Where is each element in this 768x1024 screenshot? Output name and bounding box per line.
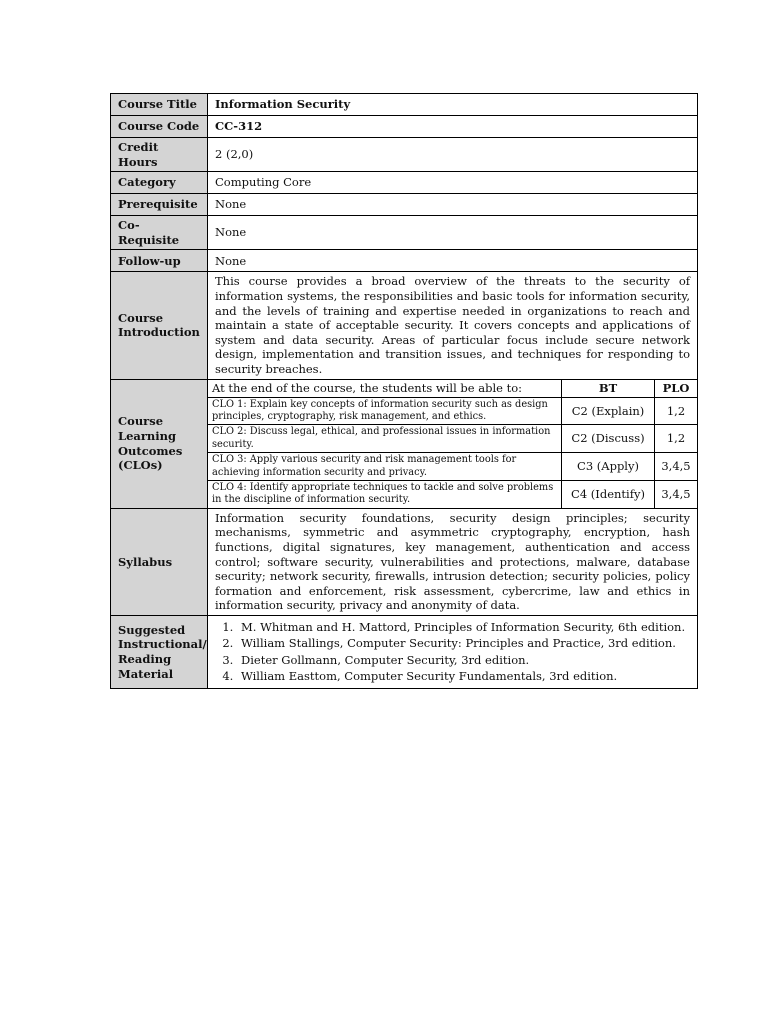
course-code-label: Course Code (111, 116, 208, 138)
reading-material-item: 2. William Stallings, Computer Security: Principles and Practice, 3rd edition. (237, 636, 690, 651)
clo-item-desc: CLO 1: Explain key concepts of information security such as design principles, cryptography, risk management, and ethics. (208, 397, 562, 425)
reading-material-item: 4. William Easttom, Computer Security Fundamentals, 3rd edition. (237, 669, 690, 684)
course-introduction-text: This course provides a broad overview of the threats to the security of information systems, the responsibilities and basic tools for information security, and the levels of training and expertise needed in organizations to reach and maintain a state of acceptable security. It covers concepts and applications of system and data security. Areas of particular focus include secure network design, implementation and transition issues, and techniques for responding to security breaches. (208, 272, 698, 379)
plo-header: PLO (655, 380, 698, 398)
syllabus-label: Syllabus (111, 508, 208, 615)
corequisite-label: Co-Requisite (111, 216, 208, 250)
clo-item-desc: CLO 2: Discuss legal, ethical, and professional issues in information security. (208, 425, 562, 453)
credit-hours-label: Credit Hours (111, 138, 208, 172)
corequisite-row (111, 216, 698, 250)
bt-header: BT (562, 380, 655, 398)
clo-item-desc: CLO 4: Identify appropriate techniques to tackle and solve problems in the discipline of information security. (208, 480, 562, 507)
clo-item-plo: 3,4,5 (655, 480, 698, 507)
clo-label: Course Learning Outcomes (CLOs) (111, 379, 208, 508)
category-label: Category (111, 172, 208, 194)
category-value: Computing Core (208, 172, 698, 194)
prerequisite-value: None (208, 194, 698, 216)
clo-header-text: At the end of the course, the students will be able to: (208, 380, 562, 398)
clo-table (208, 380, 697, 508)
clo-cell (208, 379, 698, 508)
reading-material-row (111, 615, 698, 688)
reading-material-item: 1. M. Whitman and H. Mattord, Principles of Information Security, 6th edition. (237, 620, 690, 635)
followup-row (111, 250, 698, 272)
followup-value: None (208, 250, 698, 272)
category-row (111, 172, 698, 194)
clo-item-desc: CLO 3: Apply various security and risk management tools for achieving information security and privacy. (208, 453, 562, 481)
reading-material-label: Suggested Instructional/ Reading Material (111, 615, 208, 688)
clo-item-bt: C3 (Apply) (562, 453, 655, 481)
clo-row (111, 379, 698, 508)
corequisite-value: None (208, 216, 698, 250)
followup-label: Follow-up (111, 250, 208, 272)
clo-item-plo: 1,2 (655, 397, 698, 425)
clo-item-row (208, 425, 697, 453)
course-code-value: CC-312 (208, 116, 698, 138)
syllabus-text: Information security foundations, security design principles; security mechanisms, symmetric and asymmetric cryptography, encryption, hash functions, digital signatures, key management, authentication and access control; software security, vulnerabilities and protections, malware, database security; network security, firewalls, intrusion detection; security policies, policy formation and enforcement, risk assessment, cybercrime, law and ethics in information security, privacy and anonymity of data. (208, 508, 698, 615)
course-code-row (111, 116, 698, 138)
syllabus-row (111, 508, 698, 615)
reading-material-list (215, 620, 690, 684)
clo-item-bt: C4 (Identify) (562, 480, 655, 507)
clo-item-plo: 1,2 (655, 425, 698, 453)
clo-item-plo: 3,4,5 (655, 453, 698, 481)
clo-item-row (208, 397, 697, 425)
course-title-row (111, 94, 698, 116)
clo-header-row (208, 380, 697, 398)
prerequisite-label: Prerequisite (111, 194, 208, 216)
course-title-value: Information Security (208, 94, 698, 116)
reading-material-item: 3. Dieter Gollmann, Computer Security, 3rd edition. (237, 653, 690, 668)
credit-hours-row (111, 138, 698, 172)
course-introduction-row (111, 272, 698, 379)
prerequisite-row (111, 194, 698, 216)
course-outline-table (110, 93, 698, 689)
clo-item-row (208, 453, 697, 481)
reading-material-cell (208, 615, 698, 688)
clo-item-bt: C2 (Explain) (562, 397, 655, 425)
course-introduction-label: Course Introduction (111, 272, 208, 379)
course-title-label: Course Title (111, 94, 208, 116)
clo-item-row (208, 480, 697, 507)
clo-item-bt: C2 (Discuss) (562, 425, 655, 453)
credit-hours-value: 2 (2,0) (208, 138, 698, 172)
